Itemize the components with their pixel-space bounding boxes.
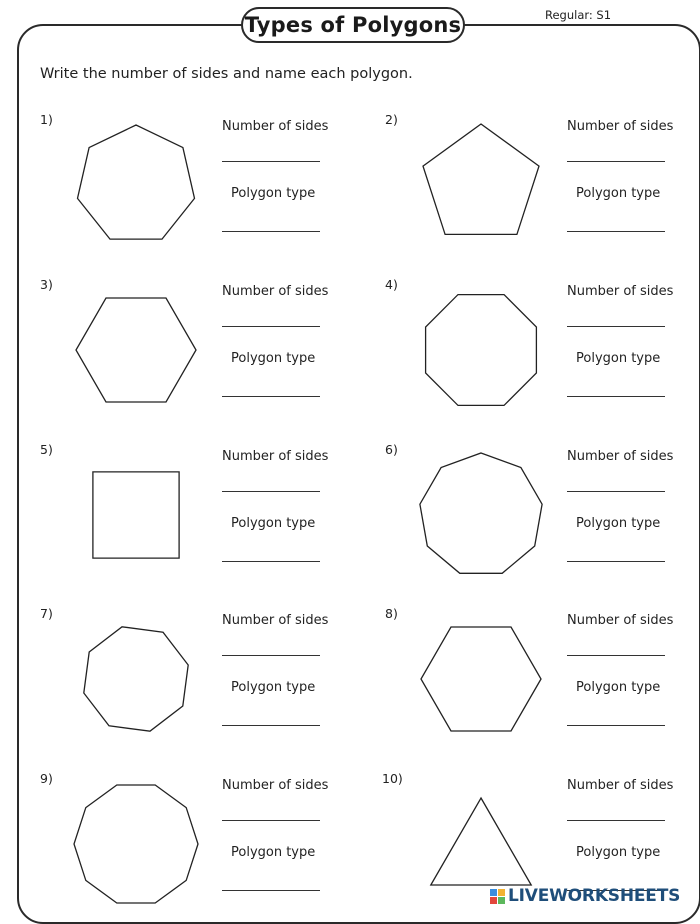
pentagon-shape — [411, 115, 551, 255]
polygon-type-label: Polygon type — [231, 516, 316, 531]
polygon-type-label: Polygon type — [231, 186, 316, 201]
polygon-type-label: Polygon type — [231, 351, 316, 366]
problem-number: 7) — [40, 606, 53, 621]
number-of-sides-label: Number of sides — [567, 119, 674, 134]
liveworksheets-logo — [490, 886, 680, 906]
decagon-shape — [66, 774, 206, 914]
polygon-type-label: Polygon type — [576, 680, 661, 695]
polygon-type-label: Polygon type — [231, 680, 316, 695]
nonagon-shape — [411, 445, 551, 585]
square-outline — [93, 472, 179, 558]
polygon-type-label: Polygon type — [576, 351, 661, 366]
number-of-sides-answer-line[interactable] — [567, 326, 665, 327]
number-of-sides-label: Number of sides — [222, 119, 329, 134]
number-of-sides-label: Number of sides — [222, 613, 329, 628]
hexagon-shape — [66, 280, 206, 420]
polygon-type-label: Polygon type — [576, 516, 661, 531]
octagon-outline — [84, 627, 188, 731]
number-of-sides-label: Number of sides — [567, 284, 674, 299]
number-of-sides-answer-line[interactable] — [222, 326, 320, 327]
polygon-type-answer-line[interactable] — [222, 396, 320, 397]
number-of-sides-label: Number of sides — [222, 284, 329, 299]
pentagon-outline — [423, 124, 539, 234]
number-of-sides-answer-line[interactable] — [567, 491, 665, 492]
brand-name: LIVEWORKSHEETS — [508, 886, 681, 906]
problem-number: 6) — [385, 442, 398, 457]
octagon-outline — [426, 295, 537, 406]
number-of-sides-label: Number of sides — [567, 449, 674, 464]
problem-number: 9) — [40, 771, 53, 786]
polygon-type-label: Polygon type — [231, 845, 316, 860]
polygon-type-answer-line[interactable] — [222, 725, 320, 726]
number-of-sides-label: Number of sides — [567, 613, 674, 628]
problem-number: 5) — [40, 442, 53, 457]
polygon-type-answer-line[interactable] — [222, 231, 320, 232]
polygon-type-label: Polygon type — [576, 845, 661, 860]
square-shape — [66, 445, 206, 585]
polygon-type-answer-line[interactable] — [567, 561, 665, 562]
instructions-text: Write the number of sides and name each polygon. — [40, 66, 413, 82]
polygon-type-answer-line[interactable] — [567, 231, 665, 232]
problem-number: 3) — [40, 277, 53, 292]
problem-number: 10) — [382, 771, 403, 786]
number-of-sides-answer-line[interactable] — [567, 161, 665, 162]
number-of-sides-answer-line[interactable] — [222, 491, 320, 492]
triangle-outline — [431, 798, 531, 885]
regular-set-label: Regular: S1 — [545, 8, 612, 22]
polygon-type-answer-line[interactable] — [567, 396, 665, 397]
heptagon-shape — [66, 115, 206, 255]
number-of-sides-answer-line[interactable] — [567, 820, 665, 821]
number-of-sides-answer-line[interactable] — [567, 655, 665, 656]
number-of-sides-answer-line[interactable] — [222, 820, 320, 821]
hexagon-outline — [76, 298, 196, 402]
problem-number: 8) — [385, 606, 398, 621]
polygon-type-answer-line[interactable] — [567, 725, 665, 726]
nonagon-outline — [420, 453, 542, 573]
number-of-sides-label: Number of sides — [222, 449, 329, 464]
liveworksheets-icon — [490, 889, 505, 904]
hexagon-outline — [421, 627, 541, 731]
number-of-sides-label: Number of sides — [222, 778, 329, 793]
problem-number: 2) — [385, 112, 398, 127]
octagon-shape — [411, 280, 551, 420]
polygon-type-answer-line[interactable] — [222, 890, 320, 891]
number-of-sides-label: Number of sides — [567, 778, 674, 793]
decagon-outline — [74, 785, 198, 903]
polygon-type-answer-line[interactable] — [222, 561, 320, 562]
hexagon-shape — [411, 609, 551, 749]
problem-number: 4) — [385, 277, 398, 292]
polygon-type-label: Polygon type — [576, 186, 661, 201]
problem-number: 1) — [40, 112, 53, 127]
octagon-shape — [66, 609, 206, 749]
number-of-sides-answer-line[interactable] — [222, 655, 320, 656]
number-of-sides-answer-line[interactable] — [222, 161, 320, 162]
page-title: Types of Polygons — [241, 7, 465, 43]
heptagon-outline — [78, 125, 195, 239]
